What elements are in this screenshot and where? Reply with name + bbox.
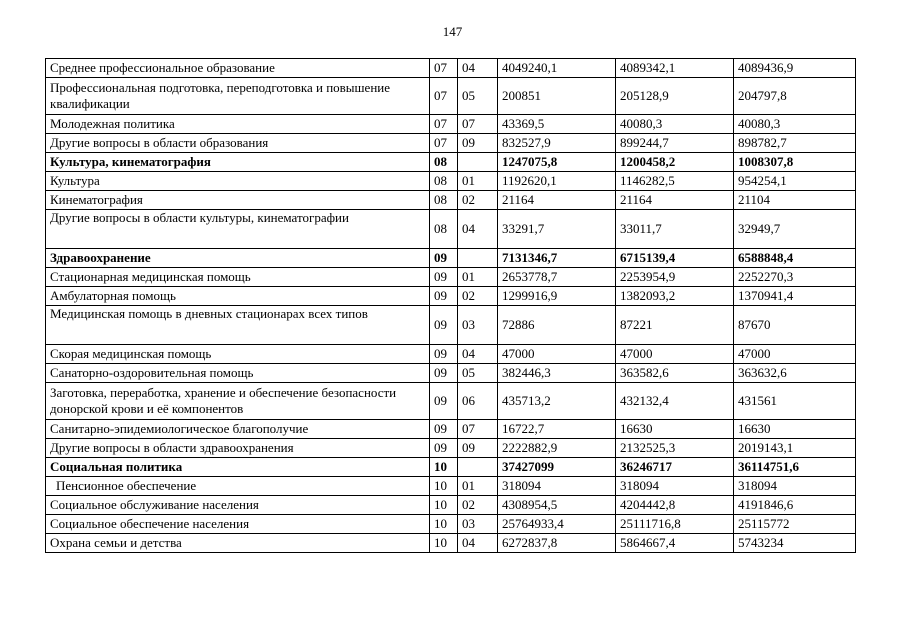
section-code: 09 bbox=[430, 439, 458, 458]
budget-table bbox=[45, 58, 856, 553]
row-name: Профессиональная подготовка, переподготовка и повышение квалификации bbox=[46, 78, 430, 115]
amount-year-3: 5743234 bbox=[734, 534, 856, 553]
amount-year-3: 4191846,6 bbox=[734, 496, 856, 515]
amount-year-1: 382446,3 bbox=[498, 364, 616, 383]
amount-year-3: 6588848,4 bbox=[734, 249, 856, 268]
section-code: 08 bbox=[430, 191, 458, 210]
row-name: Другие вопросы в области здравоохранения bbox=[46, 439, 430, 458]
amount-year-1: 1192620,1 bbox=[498, 172, 616, 191]
section-code: 09 bbox=[430, 383, 458, 420]
row-name: Социальная политика bbox=[46, 458, 430, 477]
amount-year-3: 36114751,6 bbox=[734, 458, 856, 477]
amount-year-1: 318094 bbox=[498, 477, 616, 496]
amount-year-3: 40080,3 bbox=[734, 115, 856, 134]
section-code: 08 bbox=[430, 172, 458, 191]
amount-year-2: 5864667,4 bbox=[616, 534, 734, 553]
row-name: Медицинская помощь в дневных стационарах всех типов bbox=[46, 306, 430, 345]
table-row bbox=[46, 210, 856, 249]
subsection-code: 04 bbox=[458, 59, 498, 78]
amount-year-2: 432132,4 bbox=[616, 383, 734, 420]
amount-year-1: 435713,2 bbox=[498, 383, 616, 420]
table-row bbox=[46, 477, 856, 496]
amount-year-1: 33291,7 bbox=[498, 210, 616, 249]
section-code: 07 bbox=[430, 134, 458, 153]
row-name: Молодежная политика bbox=[46, 115, 430, 134]
subsection-code: 05 bbox=[458, 364, 498, 383]
amount-year-3: 204797,8 bbox=[734, 78, 856, 115]
table-row bbox=[46, 496, 856, 515]
amount-year-2: 205128,9 bbox=[616, 78, 734, 115]
amount-year-1: 47000 bbox=[498, 345, 616, 364]
amount-year-3: 32949,7 bbox=[734, 210, 856, 249]
amount-year-2: 33011,7 bbox=[616, 210, 734, 249]
subsection-code: 02 bbox=[458, 191, 498, 210]
row-name: Другие вопросы в области образования bbox=[46, 134, 430, 153]
subsection-code bbox=[458, 153, 498, 172]
amount-year-3: 954254,1 bbox=[734, 172, 856, 191]
subsection-code: 09 bbox=[458, 134, 498, 153]
section-code: 10 bbox=[430, 534, 458, 553]
subsection-code: 07 bbox=[458, 420, 498, 439]
amount-year-3: 87670 bbox=[734, 306, 856, 345]
table-row bbox=[46, 345, 856, 364]
amount-year-2: 47000 bbox=[616, 345, 734, 364]
amount-year-3: 2252270,3 bbox=[734, 268, 856, 287]
subsection-code: 01 bbox=[458, 268, 498, 287]
section-code: 09 bbox=[430, 306, 458, 345]
table-row bbox=[46, 78, 856, 115]
section-row bbox=[46, 458, 856, 477]
section-code: 10 bbox=[430, 477, 458, 496]
row-name: Санаторно-оздоровительная помощь bbox=[46, 364, 430, 383]
row-name: Охрана семьи и детства bbox=[46, 534, 430, 553]
subsection-code: 05 bbox=[458, 78, 498, 115]
table-row bbox=[46, 287, 856, 306]
table-row bbox=[46, 134, 856, 153]
section-code: 09 bbox=[430, 249, 458, 268]
amount-year-1: 25764933,4 bbox=[498, 515, 616, 534]
amount-year-2: 16630 bbox=[616, 420, 734, 439]
amount-year-1: 1247075,8 bbox=[498, 153, 616, 172]
amount-year-2: 899244,7 bbox=[616, 134, 734, 153]
section-code: 09 bbox=[430, 287, 458, 306]
row-name: Заготовка, переработка, хранение и обеспечение безопасности донорской крови и её компонентов bbox=[46, 383, 430, 420]
subsection-code: 09 bbox=[458, 439, 498, 458]
row-name: Социальное обслуживание населения bbox=[46, 496, 430, 515]
row-name: Культура bbox=[46, 172, 430, 191]
row-name: Скорая медицинская помощь bbox=[46, 345, 430, 364]
amount-year-2: 4204442,8 bbox=[616, 496, 734, 515]
amount-year-3: 16630 bbox=[734, 420, 856, 439]
amount-year-2: 21164 bbox=[616, 191, 734, 210]
section-code: 10 bbox=[430, 458, 458, 477]
amount-year-3: 1370941,4 bbox=[734, 287, 856, 306]
amount-year-3: 4089436,9 bbox=[734, 59, 856, 78]
amount-year-3: 2019143,1 bbox=[734, 439, 856, 458]
amount-year-2: 1146282,5 bbox=[616, 172, 734, 191]
amount-year-2: 40080,3 bbox=[616, 115, 734, 134]
amount-year-1: 6272837,8 bbox=[498, 534, 616, 553]
amount-year-1: 16722,7 bbox=[498, 420, 616, 439]
amount-year-1: 1299916,9 bbox=[498, 287, 616, 306]
row-name: Культура, кинематография bbox=[46, 153, 430, 172]
section-row bbox=[46, 153, 856, 172]
subsection-code: 03 bbox=[458, 306, 498, 345]
amount-year-1: 200851 bbox=[498, 78, 616, 115]
amount-year-2: 87221 bbox=[616, 306, 734, 345]
table-row bbox=[46, 420, 856, 439]
table-row bbox=[46, 439, 856, 458]
amount-year-2: 2132525,3 bbox=[616, 439, 734, 458]
table-row bbox=[46, 115, 856, 134]
amount-year-1: 7131346,7 bbox=[498, 249, 616, 268]
row-name: Социальное обеспечение населения bbox=[46, 515, 430, 534]
section-code: 07 bbox=[430, 59, 458, 78]
amount-year-3: 1008307,8 bbox=[734, 153, 856, 172]
amount-year-2: 2253954,9 bbox=[616, 268, 734, 287]
row-name: Другие вопросы в области культуры, кинематографии bbox=[46, 210, 430, 249]
row-name: Здравоохранение bbox=[46, 249, 430, 268]
subsection-code: 01 bbox=[458, 477, 498, 496]
amount-year-3: 431561 bbox=[734, 383, 856, 420]
row-name: Санитарно-эпидемиологическое благополучие bbox=[46, 420, 430, 439]
amount-year-1: 4308954,5 bbox=[498, 496, 616, 515]
subsection-code: 03 bbox=[458, 515, 498, 534]
subsection-code: 04 bbox=[458, 210, 498, 249]
section-code: 07 bbox=[430, 78, 458, 115]
subsection-code: 04 bbox=[458, 345, 498, 364]
table-row bbox=[46, 191, 856, 210]
table-row bbox=[46, 306, 856, 345]
row-name: Пенсионное обеспечение bbox=[46, 477, 430, 496]
amount-year-2: 36246717 bbox=[616, 458, 734, 477]
table-row bbox=[46, 59, 856, 78]
amount-year-3: 21104 bbox=[734, 191, 856, 210]
row-name: Стационарная медицинская помощь bbox=[46, 268, 430, 287]
page-number: 147 bbox=[442, 24, 463, 39]
subsection-code: 06 bbox=[458, 383, 498, 420]
amount-year-3: 898782,7 bbox=[734, 134, 856, 153]
amount-year-3: 25115772 bbox=[734, 515, 856, 534]
table-row bbox=[46, 383, 856, 420]
amount-year-1: 2653778,7 bbox=[498, 268, 616, 287]
row-name: Кинематография bbox=[46, 191, 430, 210]
amount-year-3: 363632,6 bbox=[734, 364, 856, 383]
amount-year-2: 363582,6 bbox=[616, 364, 734, 383]
amount-year-3: 47000 bbox=[734, 345, 856, 364]
subsection-code: 07 bbox=[458, 115, 498, 134]
table-row bbox=[46, 515, 856, 534]
table-row bbox=[46, 268, 856, 287]
amount-year-1: 21164 bbox=[498, 191, 616, 210]
subsection-code: 01 bbox=[458, 172, 498, 191]
subsection-code: 02 bbox=[458, 287, 498, 306]
section-code: 07 bbox=[430, 115, 458, 134]
table-row bbox=[46, 364, 856, 383]
amount-year-2: 1382093,2 bbox=[616, 287, 734, 306]
section-code: 09 bbox=[430, 345, 458, 364]
section-row bbox=[46, 249, 856, 268]
amount-year-3: 318094 bbox=[734, 477, 856, 496]
amount-year-1: 832527,9 bbox=[498, 134, 616, 153]
amount-year-2: 25111716,8 bbox=[616, 515, 734, 534]
amount-year-1: 4049240,1 bbox=[498, 59, 616, 78]
table-row bbox=[46, 534, 856, 553]
amount-year-2: 318094 bbox=[616, 477, 734, 496]
section-code: 08 bbox=[430, 210, 458, 249]
amount-year-2: 6715139,4 bbox=[616, 249, 734, 268]
section-code: 10 bbox=[430, 515, 458, 534]
table-row bbox=[46, 172, 856, 191]
subsection-code: 02 bbox=[458, 496, 498, 515]
section-code: 09 bbox=[430, 420, 458, 439]
amount-year-1: 72886 bbox=[498, 306, 616, 345]
table-body bbox=[46, 59, 856, 553]
subsection-code bbox=[458, 249, 498, 268]
amount-year-2: 4089342,1 bbox=[616, 59, 734, 78]
section-code: 09 bbox=[430, 268, 458, 287]
section-code: 10 bbox=[430, 496, 458, 515]
row-name: Среднее профессиональное образование bbox=[46, 59, 430, 78]
subsection-code bbox=[458, 458, 498, 477]
section-code: 08 bbox=[430, 153, 458, 172]
section-code: 09 bbox=[430, 364, 458, 383]
amount-year-1: 37427099 bbox=[498, 458, 616, 477]
row-name: Амбулаторная помощь bbox=[46, 287, 430, 306]
amount-year-1: 43369,5 bbox=[498, 115, 616, 134]
amount-year-2: 1200458,2 bbox=[616, 153, 734, 172]
subsection-code: 04 bbox=[458, 534, 498, 553]
amount-year-1: 2222882,9 bbox=[498, 439, 616, 458]
